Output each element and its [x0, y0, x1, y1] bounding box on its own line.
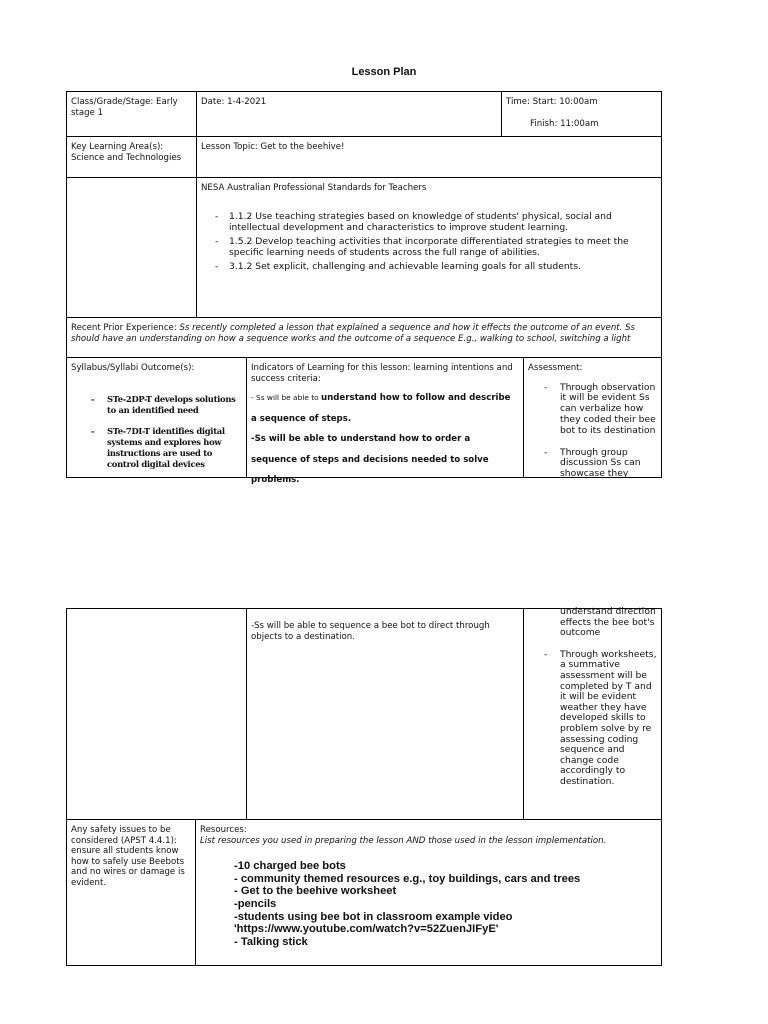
assessment-item: - Through worksheets, a summative assessment will be completed by T and it will be evident weather they have developed skills to problem solve by re assessing coding sequence and change code accordingly to destination.: [544, 648, 657, 787]
time-start: Time: Start: 10:00am: [506, 97, 598, 107]
indicator-1: - Ss will be able to understand how to follow and describe a sequence of steps.: [251, 393, 511, 424]
date-cell: Date: 1-4-2021: [197, 92, 502, 137]
prior-experience-label: Recent Prior Experience:: [71, 323, 180, 333]
standards-heading: NESA Australian Professional Standards for Teachers: [201, 183, 427, 193]
prior-experience-text: Ss recently completed a lesson that explained a sequence and how it effects the outcome of an event. Ss should have an understanding on how a sequence works and the outcome of a sequence E.g., walking to school, switching a light: [71, 323, 636, 344]
syllabus-cont-cell: [67, 609, 247, 820]
outcome-item: - STe-7DI-T identifies digital systems and explores how instructions are used to control digital devices: [91, 425, 225, 469]
key-learning-area-cell: Key Learning Area(s): Science and Technologies: [67, 137, 197, 178]
class-grade-cell: Class/Grade/Stage: Early stage 1: [67, 92, 197, 137]
indicators-label: Indicators of Learning for this lesson: learning intentions and success criteria:: [251, 363, 513, 384]
syllabus-cell: [67, 358, 247, 478]
lesson-plan-table-page1: [66, 91, 662, 486]
indicators-cont-cell: [247, 609, 524, 820]
assessment-item: - Through group discussion Ss can showcase they: [544, 446, 641, 480]
lesson-topic-cell: Lesson Topic: Get to the beehive!: [197, 137, 662, 178]
resource-item: 'https://www.youtube.com/watch?v=52ZuenJIFyE': [234, 923, 499, 936]
resource-item: - Talking stick: [234, 935, 308, 948]
resources-list: [234, 860, 657, 948]
time-cell: [502, 92, 662, 137]
assessment-cont-cell: [524, 606, 662, 820]
indicators-cell: [247, 358, 524, 486]
assessment-cell: [524, 358, 662, 478]
assessment-label: Assessment:: [528, 363, 583, 373]
standard-item: - 1.1.2 Use teaching strategies based on knowledge of students' physical, social and intellectual development and characteristics to improve student learning.: [215, 210, 612, 233]
resources-cell: [196, 820, 662, 966]
resource-item: -students using bee bot in classroom example video: [234, 910, 513, 923]
standard-item: - 3.1.2 Set explicit, challenging and achievable learning goals for all students.: [215, 260, 581, 272]
safety-cell: Any safety issues to be considered (APST 4.4.1): ensure all students know how to safely use Beebots and no wires or damage is evident.: [67, 820, 196, 966]
standards-list: [201, 211, 657, 272]
syllabus-label: Syllabus/Syllabi Outcome(s):: [71, 363, 195, 373]
standard-item: - 1.5.2 Develop teaching activities that incorporate differentiated strategies to meet the specific learning needs of students across the full range of abilities.: [215, 235, 629, 258]
standards-cell: [197, 178, 662, 318]
time-finish: Finish: 11:00am: [530, 118, 599, 129]
prior-experience-cell: [67, 318, 662, 358]
standards-blank-cell: [67, 178, 197, 318]
resource-item: -10 charged bee bots: [234, 860, 346, 873]
lesson-plan-table-page2: [66, 608, 662, 966]
resources-note: List resources you used in preparing the lesson AND those used in the lesson implementation.: [200, 835, 607, 846]
indicator-2: -Ss will be able to understand how to order a sequence of steps and decisions needed to solve problems.: [251, 434, 489, 486]
page-title: Lesson Plan: [351, 66, 417, 78]
outcome-item: - STe-2DP-T develops solutions to an identified need: [91, 393, 236, 415]
resource-item: - Get to the beehive worksheet: [234, 885, 397, 898]
assessment-item: - Through observation it will be evident Ss can verbalize how they coded their bee bot to its destination: [544, 381, 656, 436]
indicator-3: -Ss will be able to sequence a bee bot to direct through objects to a destination.: [251, 621, 490, 642]
resources-label: Resources:: [200, 825, 247, 835]
assessment-cont-text: understand direction effects the bee bot's outcome: [560, 606, 656, 639]
resource-item: - community themed resources e.g., toy buildings, cars and trees: [234, 872, 581, 885]
resource-item: -pencils: [234, 897, 277, 910]
